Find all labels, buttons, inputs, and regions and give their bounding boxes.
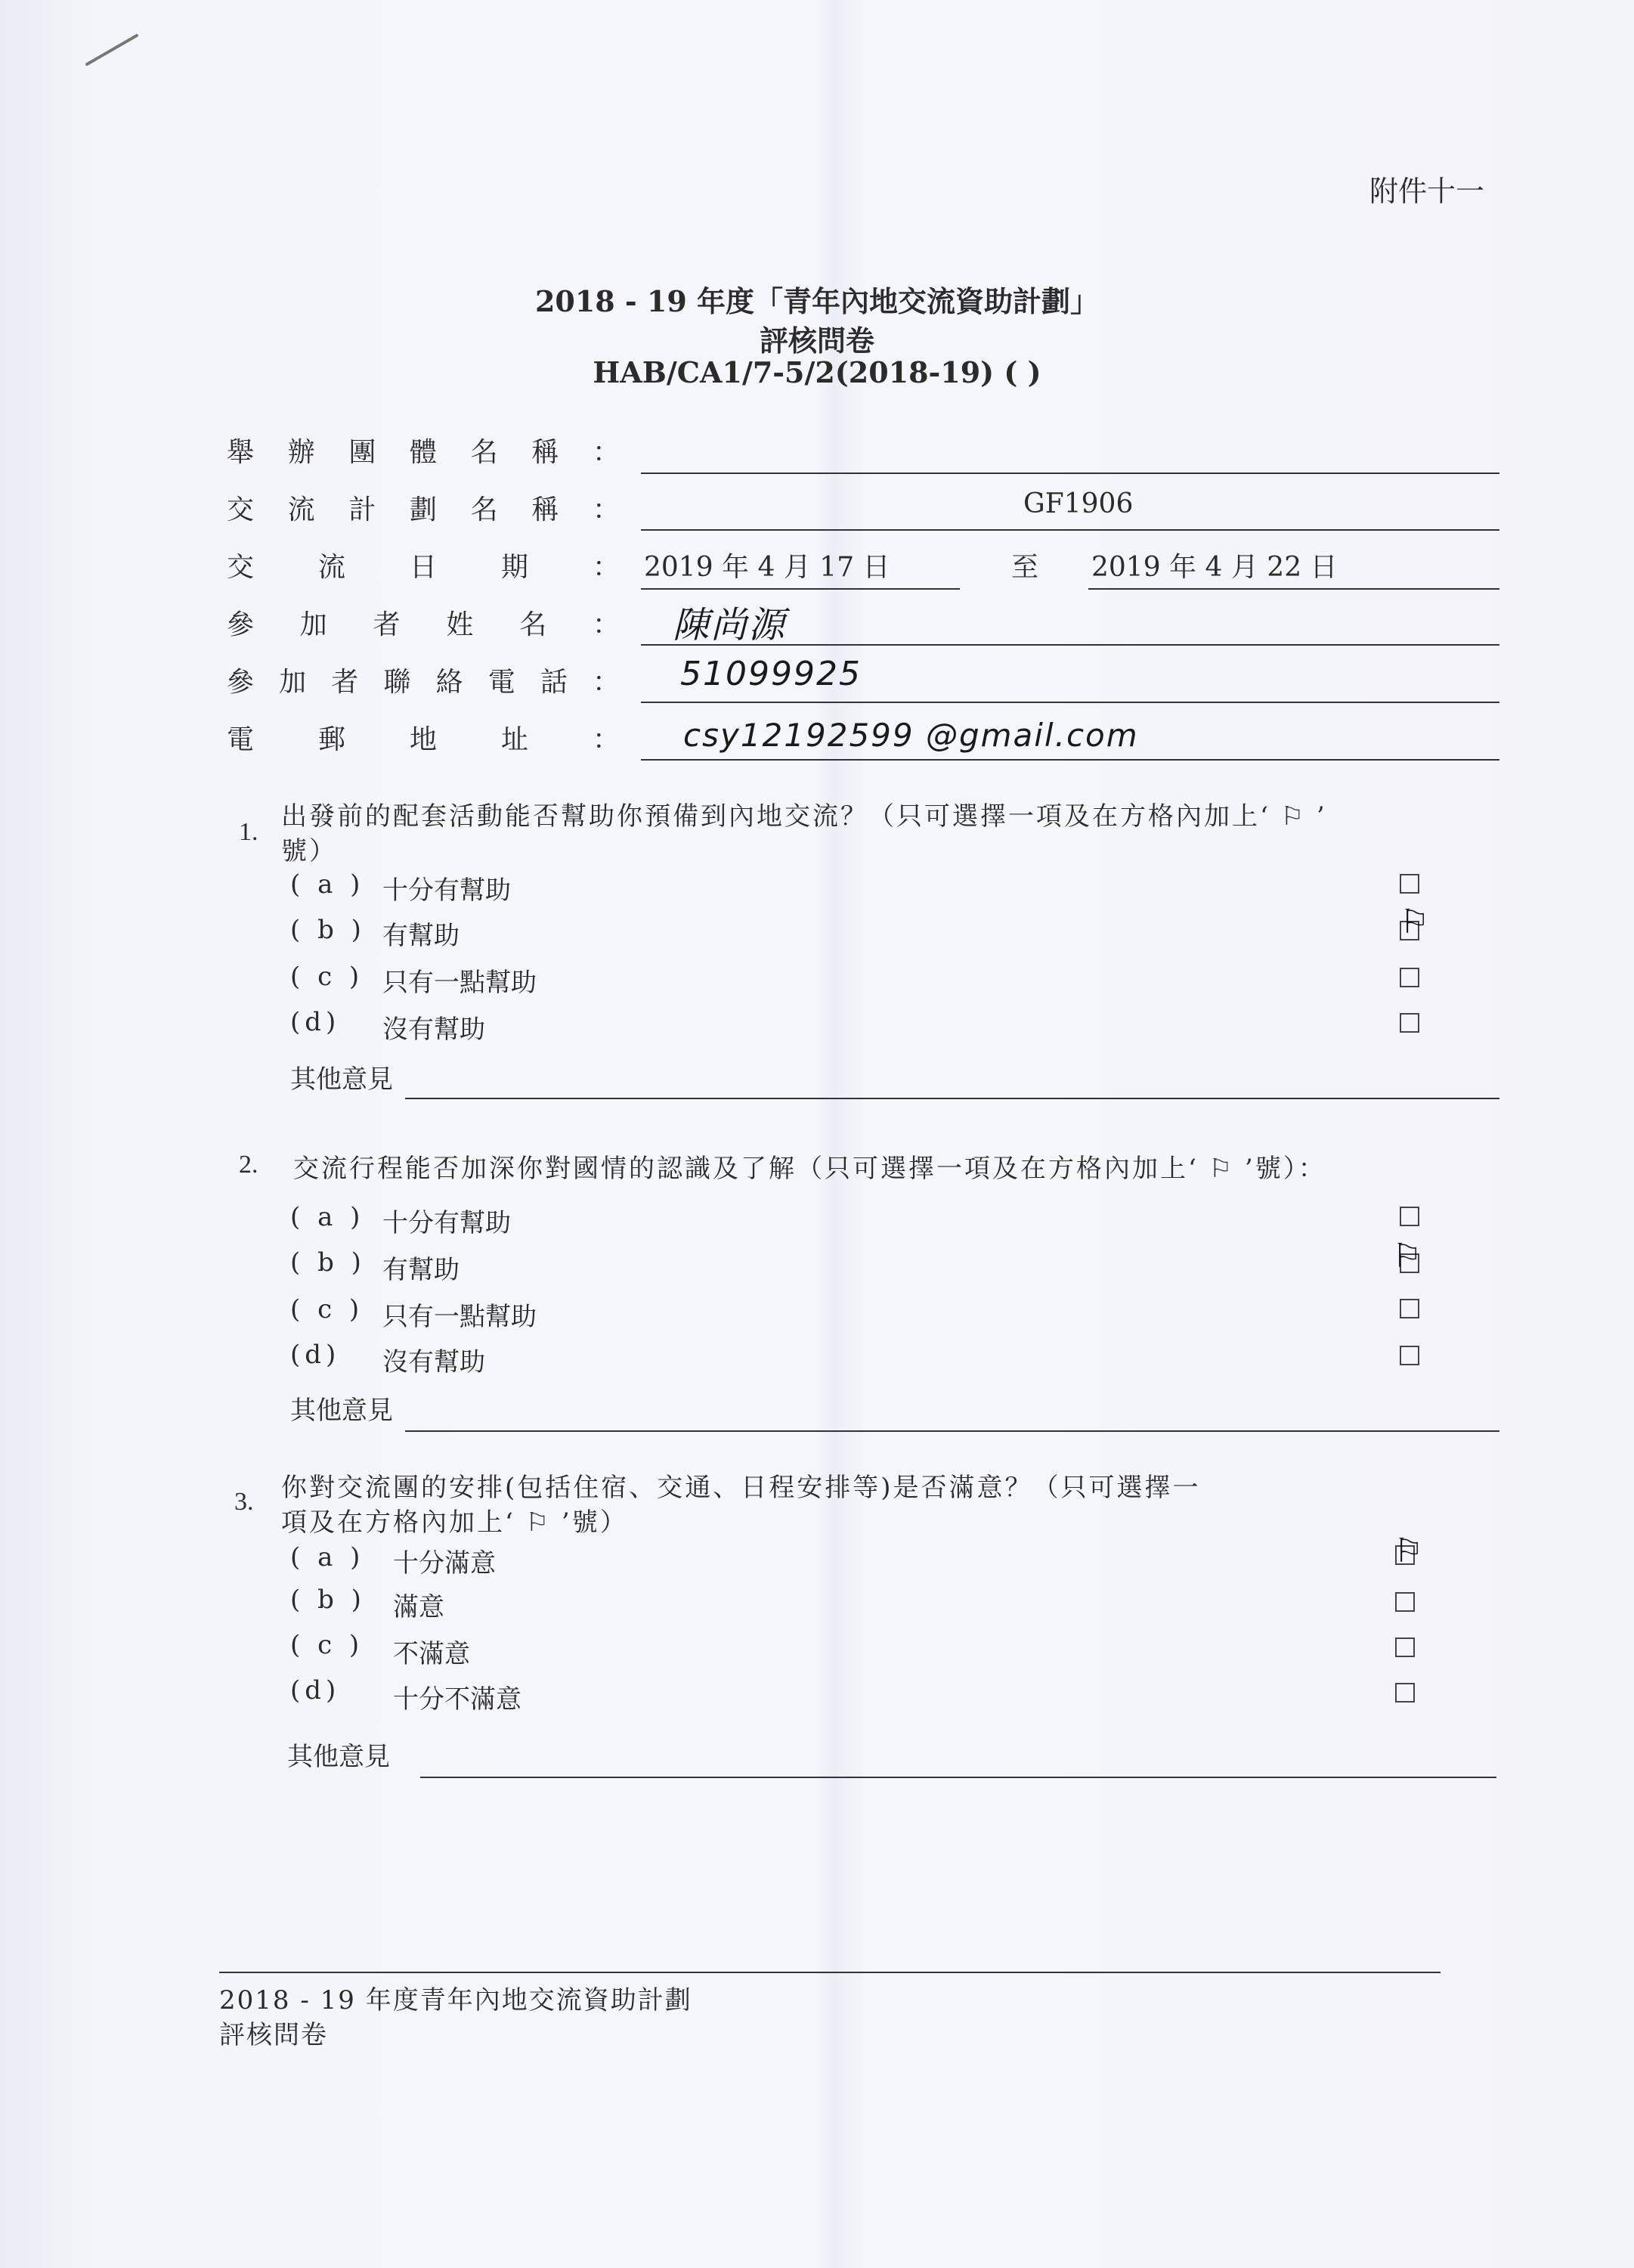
programme-label: 交 流 計 劃 名 稱 ： bbox=[227, 494, 620, 525]
q1-option-label: 只有一點幫助 bbox=[382, 968, 537, 998]
date-from-value: 2019 年 4 月 17 日 bbox=[644, 552, 890, 583]
annex-label: 附件十一 bbox=[1369, 175, 1485, 208]
phone-handwritten: 51099925 bbox=[680, 655, 862, 693]
q3-option-key: ( c ) bbox=[290, 1630, 364, 1660]
q2-checkbox-d[interactable] bbox=[1400, 1346, 1419, 1365]
q1-number: 1. bbox=[239, 818, 258, 846]
date-label: 交 流 日 期 ： bbox=[227, 552, 620, 583]
footer-divider bbox=[219, 1972, 1441, 1973]
q1-checkbox-c[interactable] bbox=[1400, 968, 1419, 987]
form-title: 2018 - 19 年度「青年內地交流資助計劃」 bbox=[534, 284, 1100, 318]
date-to-value: 2019 年 4 月 22 日 bbox=[1091, 552, 1338, 583]
phone-field[interactable] bbox=[641, 702, 1499, 703]
q2-option-key: ( b ) bbox=[290, 1247, 366, 1278]
q2-option-label: 只有一點幫助 bbox=[382, 1302, 537, 1332]
q2-option-label: 十分有幫助 bbox=[382, 1208, 511, 1238]
q3-option-key: ( a ) bbox=[290, 1542, 365, 1572]
q1-text-cont: 號） bbox=[281, 836, 337, 866]
q3-option-label: 十分滿意 bbox=[393, 1548, 496, 1579]
q3-option-label: 十分不滿意 bbox=[393, 1684, 521, 1715]
q2-other-field[interactable] bbox=[405, 1430, 1499, 1432]
q3-other-field[interactable] bbox=[420, 1777, 1496, 1778]
q1-checkbox-a[interactable] bbox=[1400, 874, 1419, 894]
q3-option-key: (d) bbox=[290, 1675, 341, 1706]
organizer-field[interactable] bbox=[641, 472, 1499, 474]
q2-option-key: ( c ) bbox=[290, 1294, 364, 1325]
q2-option-label: 沒有幫助 bbox=[382, 1347, 485, 1377]
q2-number: 2. bbox=[239, 1151, 258, 1179]
form-subtitle: 評核問卷 bbox=[759, 324, 874, 358]
footer-subtitle: 評核問卷 bbox=[219, 2020, 328, 2050]
q1-option-key: (d) bbox=[290, 1007, 341, 1037]
q2-option-key: (d) bbox=[290, 1340, 341, 1370]
q1-option-key: ( b ) bbox=[290, 915, 366, 945]
organizer-label: 舉 辦 團 體 名 稱 ： bbox=[227, 437, 620, 468]
q3-option-label: 不滿意 bbox=[393, 1639, 470, 1669]
email-handwritten: csy12192599 @gmail.com bbox=[683, 717, 1139, 754]
programme-field[interactable] bbox=[641, 529, 1499, 531]
q2-text: 交流行程能否加深你對國情的認識及了解（只可選擇一項及在方格內加上‘ ⚐ ’號）： bbox=[293, 1154, 1326, 1184]
q2-other-label: 其他意見 bbox=[290, 1396, 393, 1426]
q3-text-cont: 項及在方格內加上‘ ⚐ ’號） bbox=[281, 1507, 628, 1538]
q1-tick-mark-icon: ⚐ bbox=[1403, 903, 1428, 941]
name-label: 參 加 者 姓 名 ： bbox=[227, 609, 620, 640]
q3-other-label: 其他意見 bbox=[287, 1742, 390, 1772]
name-handwritten: 陳尚源 bbox=[673, 604, 787, 646]
name-field[interactable] bbox=[641, 644, 1499, 646]
q2-tick-mark-icon: ⚐ bbox=[1395, 1237, 1420, 1275]
q1-checkbox-d[interactable] bbox=[1400, 1013, 1419, 1033]
q1-option-key: ( a ) bbox=[290, 869, 365, 900]
form-reference: HAB/CA1/7-5/2(2018-19) ( ) bbox=[593, 355, 1041, 389]
q3-tick-mark-icon: ⚐ bbox=[1397, 1532, 1422, 1570]
q3-text: 你對交流團的安排(包括住宿、交通、日程安排等)是否滿意？（只可選擇一 bbox=[281, 1473, 1201, 1503]
q1-option-label: 有幫助 bbox=[382, 921, 460, 951]
staple-mark bbox=[85, 33, 138, 66]
q1-option-label: 十分有幫助 bbox=[382, 875, 511, 906]
email-label: 電 郵 地 址 ： bbox=[227, 724, 620, 755]
footer-title: 2018 - 19 年度青年內地交流資助計劃 bbox=[219, 1985, 692, 2015]
email-field[interactable] bbox=[641, 759, 1499, 761]
q3-checkbox-b[interactable] bbox=[1395, 1592, 1415, 1612]
q2-option-key: ( a ) bbox=[290, 1202, 365, 1232]
q2-checkbox-c[interactable] bbox=[1400, 1299, 1419, 1318]
date-to-field[interactable] bbox=[1088, 588, 1499, 590]
q3-option-label: 滿意 bbox=[393, 1592, 444, 1622]
q1-option-key: ( c ) bbox=[290, 962, 364, 992]
date-to-word: 至 bbox=[1011, 552, 1039, 583]
date-from-field[interactable] bbox=[641, 588, 960, 590]
q3-checkbox-c[interactable] bbox=[1395, 1637, 1415, 1657]
q3-number: 3. bbox=[234, 1488, 254, 1516]
q1-other-label: 其他意見 bbox=[290, 1064, 393, 1095]
programme-value: GF1906 bbox=[1023, 488, 1134, 519]
q3-option-key: ( b ) bbox=[290, 1585, 366, 1615]
q1-other-field[interactable] bbox=[405, 1098, 1499, 1099]
q1-option-label: 沒有幫助 bbox=[382, 1015, 485, 1045]
q3-checkbox-d[interactable] bbox=[1395, 1683, 1415, 1703]
phone-label: 參 加 者 聯 絡 電 話 ： bbox=[227, 667, 620, 698]
q2-checkbox-a[interactable] bbox=[1400, 1207, 1419, 1226]
q1-text: 出發前的配套活動能否幫助你預備到內地交流？（只可選擇一項及在方格內加上‘ ⚐ ’ bbox=[281, 801, 1327, 832]
q2-option-label: 有幫助 bbox=[382, 1255, 460, 1285]
